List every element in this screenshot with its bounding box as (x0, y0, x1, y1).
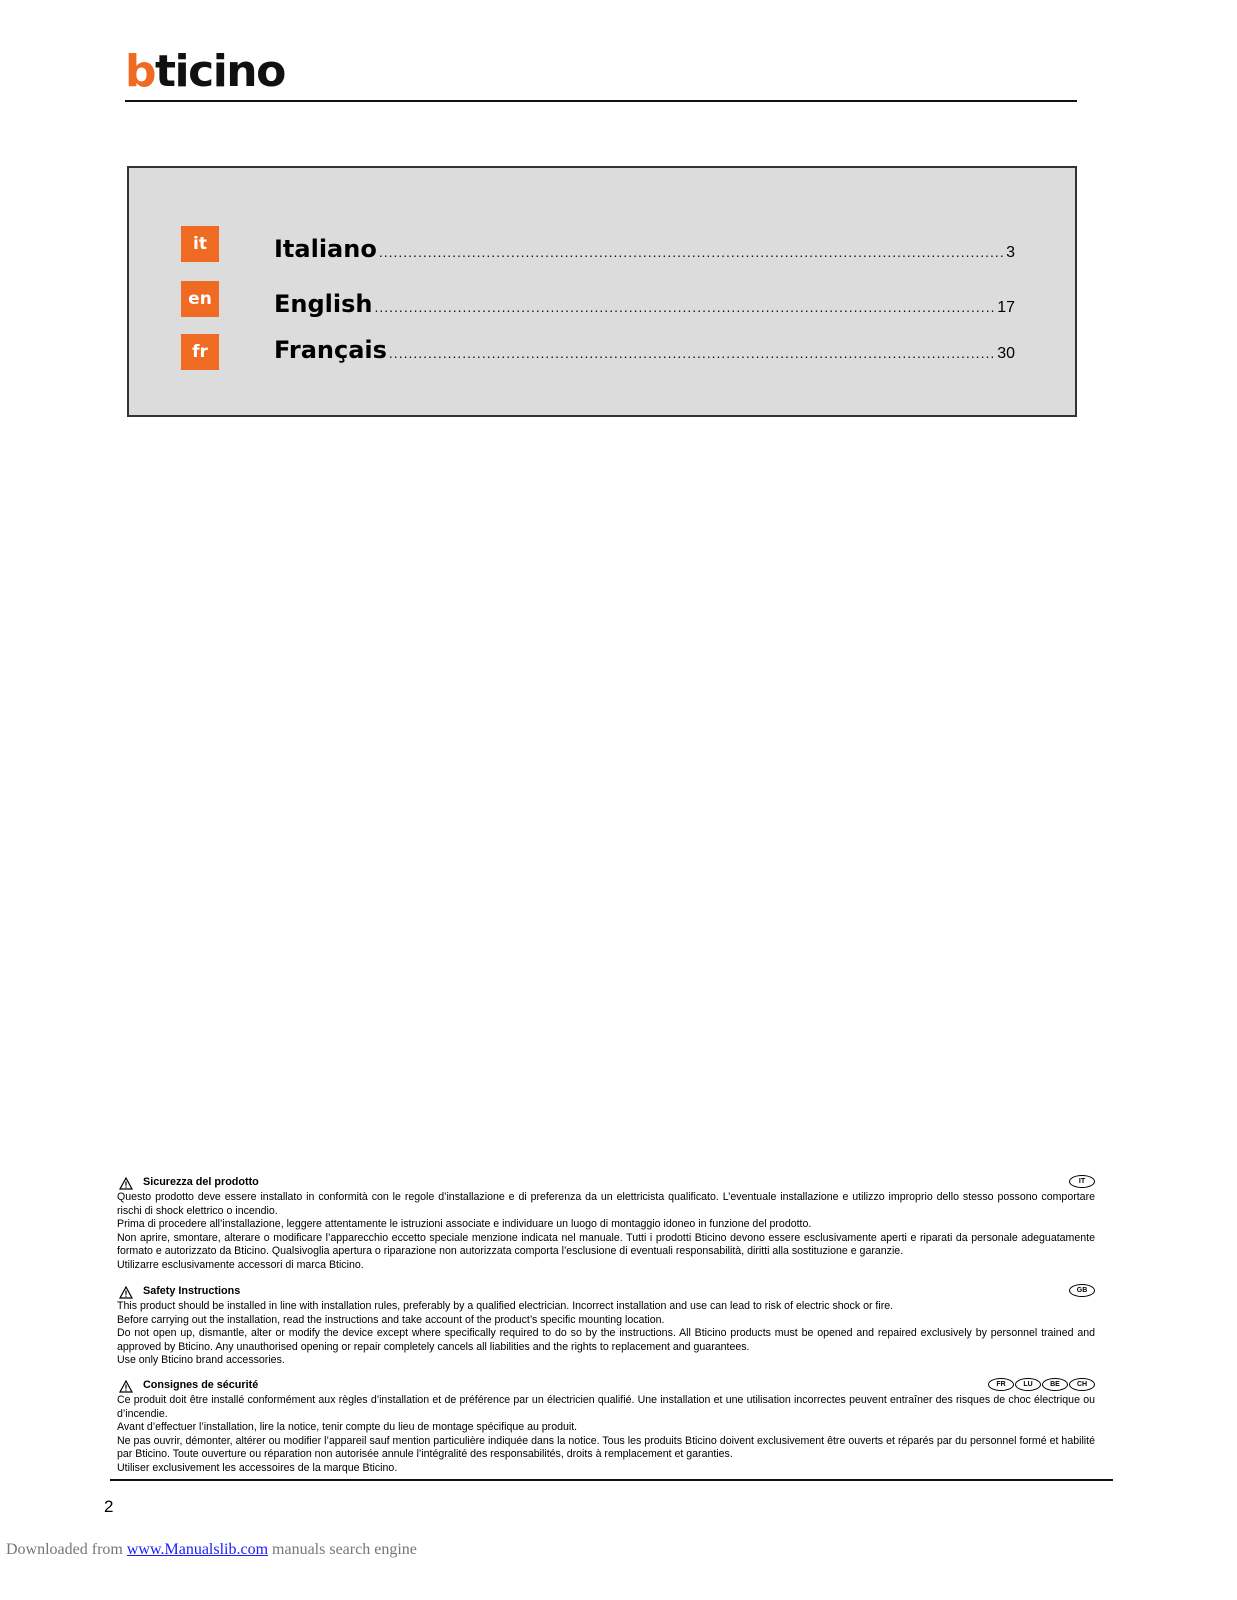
bticino-logo (125, 46, 285, 97)
safety-title-en: Safety Instructions (143, 1285, 241, 1298)
country-badge: BE (1042, 1378, 1068, 1391)
toc-row-fr[interactable] (129, 334, 1075, 374)
country-badges-en (1068, 1284, 1095, 1297)
safety-section-fr (117, 1378, 1095, 1475)
warning-icon (119, 1177, 133, 1190)
safety-paragraph: Utilizarre esclusivamente accessori di marca Bticino. (117, 1258, 364, 1271)
toc-row-en[interactable] (129, 281, 1075, 321)
safety-paragraph: Use only Bticino brand accessories. (117, 1354, 285, 1366)
safety-paragraph: Ce produit doit être installé conformément aux règles d’installation et de préférence par un électricien qualifié. Une installation et une utilisation incorrectes peuvent entraîner des risques de choc électrique ou d’incendie. (117, 1394, 1095, 1420)
toc-dot-leader (389, 345, 995, 361)
toc-dot-leader (374, 299, 995, 315)
country-badge: IT (1069, 1175, 1095, 1188)
country-badges-it (1068, 1175, 1095, 1188)
header-rule (125, 100, 1077, 102)
country-badge: FR (988, 1378, 1014, 1391)
safety-title-fr: Consignes de sécurité (143, 1379, 259, 1392)
toc-title-italiano: Italiano (274, 235, 377, 263)
table-of-contents (127, 166, 1077, 417)
safety-paragraph: Questo prodotto deve essere installato in conformità con le regole d’installazione e di preferenza da un elettricista qualificato. L’eventuale installazione e utilizzo improprio dello stesso possono comportare rischi di shock elettrico o incendio. (117, 1191, 1095, 1217)
country-badge: LU (1015, 1378, 1041, 1391)
safety-paragraph: Prima di procedere all’installazione, leggere attentamente le istruzioni associate e individuare un luogo di montaggio idoneo in funzione del prodotto. (117, 1218, 812, 1230)
toc-title-francais: Français (274, 336, 387, 364)
page-number: 2 (104, 1497, 114, 1516)
toc-page-francais: 30 (997, 345, 1015, 362)
safety-section-en (117, 1284, 1095, 1368)
toc-dot-leader (379, 244, 1004, 260)
manualslib-link[interactable]: www.Manualslib.com (126, 1541, 269, 1558)
language-badge-it: it (181, 226, 219, 262)
footer-suffix: manuals search engine (268, 1541, 417, 1558)
safety-paragraph: Do not open up, dismantle, alter or modify the device except where specifically required to do so by the instructions. All Bticino products must be opened and repaired exclusively by personnel trained and approved by Bticino. Any unauthorised opening or repair completely cancels all liabilities and the rights to replacement and guarantees. (117, 1327, 1095, 1353)
safety-paragraph: Before carrying out the installation, read the instructions and take account of the product’s specific mounting location. (117, 1313, 665, 1326)
footer-rule (110, 1479, 1113, 1481)
language-badge-en: en (181, 281, 219, 317)
safety-paragraph: Non aprire, smontare, alterare o modificare l’apparecchio eccetto speciale menzione indicata nel manuale. Tutti i prodotti Bticino devono essere esclusivamente aperti e riparati da personale adeguatamente formato e autorizzato da Bticino. Qualsivoglia apertura o riparazione non autorizzata comporta l’esclusione di eventuali responsabilità, diritti alla sostituzione e garanzie. (117, 1231, 1095, 1257)
country-badge: CH (1069, 1378, 1095, 1391)
language-badge-fr: fr (181, 334, 219, 370)
safety-title-it: Sicurezza del prodotto (143, 1176, 259, 1189)
logo-rest: ticino (155, 46, 285, 97)
country-badge: GB (1069, 1284, 1095, 1297)
footer-prefix: Downloaded from (6, 1541, 123, 1558)
toc-row-it[interactable] (129, 226, 1075, 266)
logo-b: b (125, 46, 155, 97)
safety-paragraph: Ne pas ouvrir, démonter, altérer ou modifier l’appareil sauf mention particulière indiquée dans la notice. Tous les produits Bticino doivent exclusivement être ouverts et réparés par du personnel formé et habilité par Bticino. Toute ouverture ou réparation non autorisée annule l’intégralité des responsabilités, droits à remplacement et garanties. (117, 1434, 1095, 1460)
toc-page-english: 17 (997, 299, 1015, 316)
toc-page-italiano: 3 (1006, 244, 1015, 261)
safety-paragraph: This product should be installed in line with installation rules, preferably by a qualified electrician. Incorrect installation and use can lead to risk of electric shock or fire. (117, 1300, 894, 1312)
toc-title-english: English (274, 290, 373, 318)
warning-icon (119, 1286, 133, 1299)
safety-paragraph: Utiliser exclusivement les accessoires de la marque Bticino. (117, 1461, 398, 1474)
country-badges-fr (987, 1378, 1095, 1391)
safety-paragraph: Avant d’effectuer l’installation, lire la notice, tenir compte du lieu de montage spécifique au produit. (117, 1421, 578, 1433)
safety-section-it (117, 1175, 1095, 1272)
download-footer (6, 1541, 417, 1559)
warning-icon (119, 1380, 133, 1393)
